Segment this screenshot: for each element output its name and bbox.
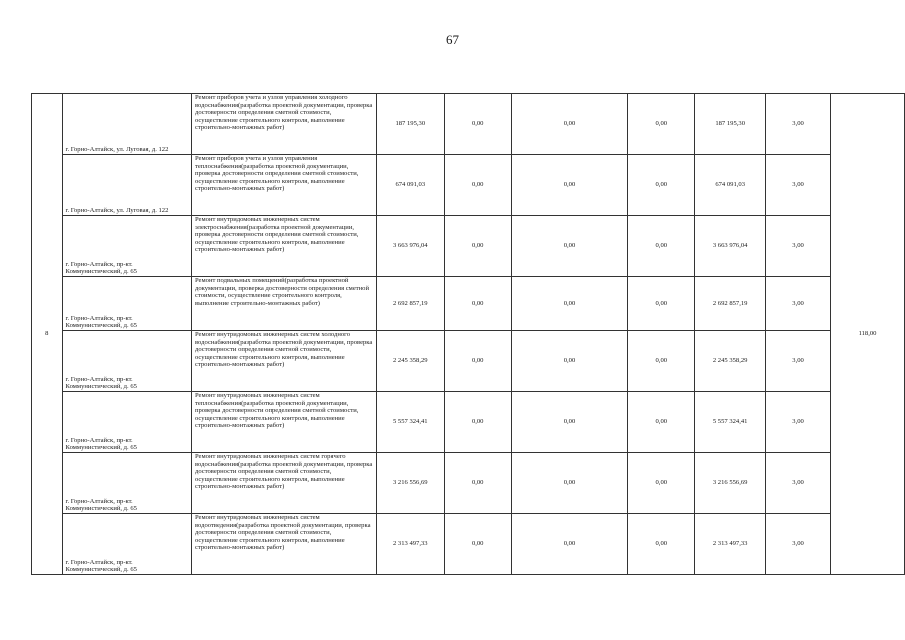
funding-cell: 0,00	[444, 216, 511, 277]
page-number: 67	[446, 32, 459, 47]
rate-cell: 3,00	[766, 514, 831, 575]
group-number-cell: 8	[32, 94, 63, 575]
table-body	[32, 94, 905, 575]
rate-cell: 3,00	[766, 155, 831, 216]
work-description-cell: Ремонт внутридомовых инженерных систем теплоснабжения(разработка проектной документации, проверка достоверности определения сметной стоимости, осуществление строительного контроля, выполнение строительно-монтажных работ)	[191, 392, 376, 453]
total-cost-cell: 3 663 976,04	[376, 216, 444, 277]
owners-funds-cell: 2 692 857,19	[695, 277, 766, 331]
group-total-cell: 118,00	[831, 94, 905, 575]
total-cost-cell: 674 091,03	[376, 155, 444, 216]
funding-cell: 0,00	[628, 331, 695, 392]
owners-funds-cell: 5 557 324,41	[695, 392, 766, 453]
address-cell: г. Горно-Алтайск, пр-кт. Коммунистический, д. 65	[62, 453, 191, 514]
address-cell: г. Горно-Алтайск, ул. Луговая, д. 122	[62, 94, 191, 155]
funding-cell: 0,00	[628, 94, 695, 155]
funding-cell: 0,00	[511, 453, 628, 514]
rate-cell: 3,00	[766, 331, 831, 392]
funding-cell: 0,00	[444, 277, 511, 331]
owners-funds-cell: 2 313 497,33	[695, 514, 766, 575]
table-row	[32, 331, 905, 392]
total-cost-cell: 3 216 556,69	[376, 453, 444, 514]
funding-cell: 0,00	[444, 331, 511, 392]
rate-cell: 3,00	[766, 453, 831, 514]
funding-cell: 0,00	[444, 155, 511, 216]
owners-funds-cell: 2 245 358,29	[695, 331, 766, 392]
address-cell: г. Горно-Алтайск, ул. Луговая, д. 122	[62, 155, 191, 216]
funding-cell: 0,00	[511, 331, 628, 392]
funding-cell: 0,00	[444, 94, 511, 155]
funding-cell: 0,00	[444, 392, 511, 453]
table-row	[32, 277, 905, 331]
funding-cell: 0,00	[511, 514, 628, 575]
table-row	[32, 392, 905, 453]
owners-funds-cell: 674 091,03	[695, 155, 766, 216]
rate-cell: 3,00	[766, 277, 831, 331]
work-description-cell: Ремонт приборов учета и узлов управления холодного водоснабжения(разработка проектной документации, проверка достоверности определения сметной стоимости, осуществление строительного контроля, выполнение строительно-монтажных работ)	[191, 94, 376, 155]
total-cost-cell: 2 692 857,19	[376, 277, 444, 331]
funding-cell: 0,00	[444, 514, 511, 575]
work-description-cell: Ремонт внутридомовых инженерных систем холодного водоснабжения(разработка проектной документации, проверка достоверности определения сметной стоимости, осуществление строительного контроля, выполнение строительно-монтажных работ)	[191, 331, 376, 392]
total-cost-cell: 5 557 324,41	[376, 392, 444, 453]
funding-cell: 0,00	[511, 155, 628, 216]
address-cell: г. Горно-Алтайск, пр-кт. Коммунистический, д. 65	[62, 514, 191, 575]
owners-funds-cell: 3 216 556,69	[695, 453, 766, 514]
total-cost-cell: 187 195,30	[376, 94, 444, 155]
rate-cell: 3,00	[766, 216, 831, 277]
rate-cell: 3,00	[766, 94, 831, 155]
funding-cell: 0,00	[511, 216, 628, 277]
funding-cell: 0,00	[511, 392, 628, 453]
funding-cell: 0,00	[628, 392, 695, 453]
work-description-cell: Ремонт внутридомовых инженерных систем электроснабжения(разработка проектной документации, проверка достоверности определения сметной стоимости, осуществление строительного контроля, выполнение строительно-монтажных работ)	[191, 216, 376, 277]
work-description-cell: Ремонт подвальных помещений(разработка проектной документации, проверка достоверности определения сметной стоимости, осуществление строительного контроля, выполнение строительно-монтажных работ)	[191, 277, 376, 331]
table-row	[32, 216, 905, 277]
funding-cell: 0,00	[628, 453, 695, 514]
table-row	[32, 155, 905, 216]
table-row	[32, 453, 905, 514]
funding-cell: 0,00	[628, 155, 695, 216]
work-description-cell: Ремонт внутридомовых инженерных систем водоотведения(разработка проектной документации, проверка достоверности определения сметной стоимости, осуществление строительного контроля, выполнение строительно-монтажных работ)	[191, 514, 376, 575]
address-cell: г. Горно-Алтайск, пр-кт. Коммунистический, д. 65	[62, 277, 191, 331]
rate-cell: 3,00	[766, 392, 831, 453]
table-row	[32, 94, 905, 155]
owners-funds-cell: 3 663 976,04	[695, 216, 766, 277]
work-description-cell: Ремонт внутридомовых инженерных систем горячего водоснабжения(разработка проектной документации, проверка достоверности определения сметной стоимости, осуществление строительного контроля, выполнение строительно-монтажных работ)	[191, 453, 376, 514]
funding-cell: 0,00	[511, 94, 628, 155]
funding-cell: 0,00	[444, 453, 511, 514]
table-row	[32, 514, 905, 575]
funding-cell: 0,00	[628, 514, 695, 575]
funding-cell: 0,00	[511, 277, 628, 331]
total-cost-cell: 2 245 358,29	[376, 331, 444, 392]
total-cost-cell: 2 313 497,33	[376, 514, 444, 575]
funding-cell: 0,00	[628, 277, 695, 331]
owners-funds-cell: 187 195,30	[695, 94, 766, 155]
address-cell: г. Горно-Алтайск, пр-кт. Коммунистический, д. 65	[62, 331, 191, 392]
address-cell: г. Горно-Алтайск, пр-кт. Коммунистический, д. 65	[62, 392, 191, 453]
address-cell: г. Горно-Алтайск, пр-кт. Коммунистический, д. 65	[62, 216, 191, 277]
repair-program-table	[31, 93, 905, 575]
work-description-cell: Ремонт приборов учета и узлов управления теплоснабжения(разработка проектной документации, проверка достоверности определения сметной стоимости, осуществление строительного контроля, выполнение строительно-монтажных работ)	[191, 155, 376, 216]
funding-cell: 0,00	[628, 216, 695, 277]
